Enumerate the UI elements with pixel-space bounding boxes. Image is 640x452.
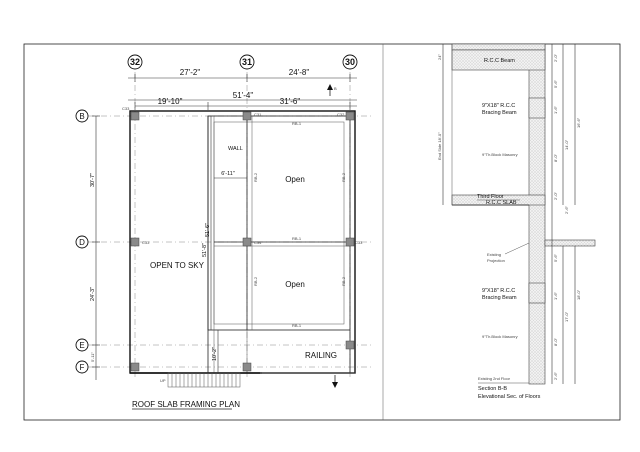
- dim-51-4: 51'-4": [232, 91, 254, 100]
- section-dim-24: 24": [437, 54, 442, 60]
- room-label-open-lower: Open: [285, 280, 305, 289]
- section-wall: [452, 44, 595, 384]
- section-dimensions: [443, 44, 575, 384]
- beam-tag-rb2-d: RB-2: [341, 276, 346, 286]
- grid-label-31: 31: [241, 57, 253, 67]
- col-tag-2: C31: [254, 112, 262, 117]
- sec-dim-l3: 2'-6": [553, 372, 558, 380]
- column-32-D: [131, 238, 139, 246]
- sec-dim-l1: 1'-6": [553, 292, 558, 300]
- existing-projection-l1: Existing: [487, 252, 502, 257]
- end-side-dim: End Side 18'-0": [437, 132, 442, 160]
- section-marker-bottom: [332, 375, 338, 388]
- column-32-B: [131, 112, 139, 120]
- room-label-open-to-sky: OPEN TO SKY: [150, 261, 204, 270]
- dim-24-8: 24'-8": [288, 68, 310, 77]
- bracing1-label-l2: Bracing Beam: [482, 110, 517, 116]
- dim-30-7: 30'-7": [90, 172, 96, 188]
- plan-title: ROOF SLAB FRAMING PLAN: [132, 400, 241, 409]
- top-dimensions: [128, 68, 357, 110]
- section-subtitle: Elevational Sec. of Floors: [478, 394, 541, 400]
- sec-dim-u1: 5'-6": [553, 80, 558, 88]
- sec-dim-l0: 5'-6": [553, 254, 558, 262]
- existing-projection-l2: Projection: [487, 258, 505, 263]
- grid-bubble-32: [128, 55, 142, 69]
- col-tag-5: C34: [254, 240, 262, 245]
- grid-bubble-D: [76, 236, 88, 248]
- column-31-B: [243, 112, 251, 120]
- sec-dim-u2: 1'-6": [553, 106, 558, 114]
- dim-27-2: 27'-2": [179, 68, 201, 77]
- grid-label-B: B: [79, 112, 85, 121]
- internal-dimensions: [202, 116, 247, 373]
- bracing1-label-l1: 9"X18" R.C.C: [482, 103, 516, 109]
- sec-dim-total-lower: 18'-0": [576, 289, 581, 300]
- third-floor-label: Third Floor: [477, 194, 504, 200]
- wall-label: WALL: [228, 146, 243, 152]
- bracing2-label-l2: Bracing Beam: [482, 295, 517, 301]
- beam-tag-rb2-b: RB-2: [341, 172, 346, 182]
- sec-dim-total-lower2: 17'-0": [564, 311, 569, 322]
- existing-2nd-floor-label: Existing 2nd Floor: [478, 376, 511, 381]
- section-marker-top: [327, 84, 337, 96]
- col-tag-4: C33: [142, 240, 150, 245]
- column-30-E: [346, 341, 354, 349]
- left-dimensions: [90, 116, 100, 380]
- sec-dim-u5: 2'-6": [564, 206, 569, 214]
- col-tag-3: C32: [337, 112, 345, 117]
- dim-5-11: 5'-11": [90, 352, 95, 362]
- col-tag-6: C33: [355, 240, 363, 245]
- beam-tag-rb2-a: RB-2: [253, 172, 258, 182]
- grid-bubble-F: [76, 361, 88, 373]
- grid-bubble-31: [240, 55, 254, 69]
- sec-dim-u0: 2'-0": [553, 54, 558, 62]
- stair-up-label: UP: [160, 378, 166, 383]
- rcc-slab-label: R.C.C SLAB: [486, 200, 517, 206]
- grid-label-F: F: [79, 363, 85, 372]
- grid-bubble-B: [76, 110, 88, 122]
- dim-51-8: 51'-8": [202, 242, 208, 258]
- masonry1-label: 9"Th.Block Masonry: [482, 152, 518, 157]
- grid-label-D: D: [79, 238, 85, 247]
- rcc-beam-label: R.C.C Beam: [484, 58, 515, 64]
- sec-dim-l2: 8'-0": [553, 338, 558, 346]
- column-30-B: [346, 112, 354, 120]
- column-31-F: [243, 363, 251, 371]
- column-30-D: [346, 238, 354, 246]
- grid-label-30: 30: [344, 57, 356, 67]
- dim-24-3: 24'-3": [90, 286, 96, 302]
- dim-51-6: 51'-6": [205, 222, 211, 238]
- stair-symbol: [160, 373, 240, 387]
- grid-label-E: E: [79, 341, 85, 350]
- section-title: Section B-B: [478, 386, 508, 392]
- beam-tag-rb1-top: RB-1: [292, 121, 302, 126]
- grid-bubble-E: [76, 339, 88, 351]
- grid-label-32: 32: [129, 57, 141, 67]
- dim-10-2: 10'-2": [212, 346, 218, 362]
- grid-bubble-30: [343, 55, 357, 69]
- column-32-F: [131, 363, 139, 371]
- beam-tag-rb1-mid: RB-1: [292, 236, 302, 241]
- sec-dim-u4: 2'-0": [553, 192, 558, 200]
- room-label-open-upper: Open: [285, 175, 305, 184]
- dim-31-6: 31'-6": [279, 97, 301, 106]
- railing-label: RAILING: [305, 351, 338, 360]
- section-tag-top: B: [334, 86, 337, 91]
- sec-dim-total-upper: 16'-6": [576, 117, 581, 128]
- masonry2-label: 9"Th.Block Masonry: [482, 334, 518, 339]
- bracing2-label-l1: 9"X18" R.C.C: [482, 288, 516, 294]
- dim-6-11: 6'-11": [221, 171, 235, 177]
- col-tag-1: C33: [122, 106, 130, 111]
- dim-19-10: 19'-10": [157, 97, 183, 106]
- beam-tag-rb1-bot: RB-1: [292, 323, 302, 328]
- column-31-D: [243, 238, 251, 246]
- sec-dim-u3: 8'-0": [553, 154, 558, 162]
- beam-tag-rb2-c: RB-2: [253, 276, 258, 286]
- sec-dim-total-upper2: 14'-0": [564, 139, 569, 150]
